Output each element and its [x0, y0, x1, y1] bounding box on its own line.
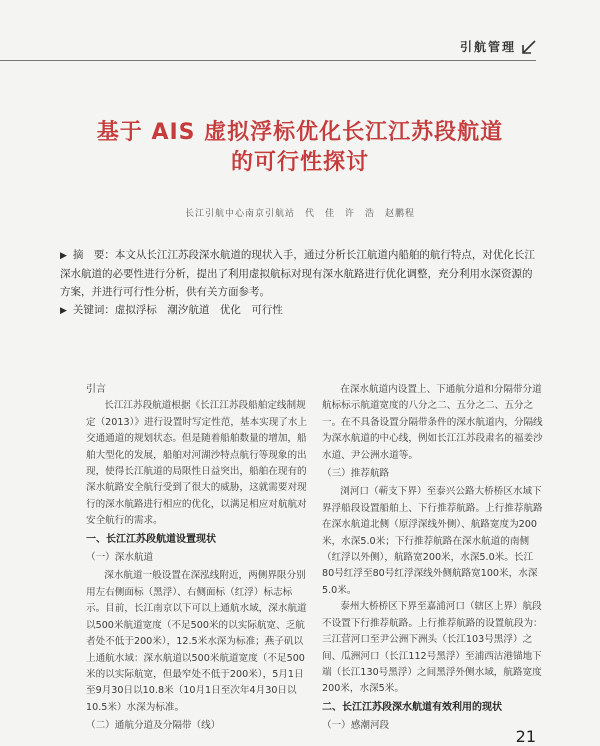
right-paragraph-2: 泰州大桥桥区下界至嘉浦河口（辖区上界）航段不设置下行推荐航路。上行推荐航路的设置航段为：三江营河口至尹公洲下洲头（长江103号黑浮）之间、瓜洲河口（长江112号黑浮）至浦西沽港锚地下端（长江130号黑浮）之间黑浮外侧水域，航路宽度200米，水深5米。 — [322, 601, 543, 695]
subsection-3-heading: （三）推荐航路 — [322, 468, 390, 480]
page-number: 21 — [515, 727, 536, 746]
title-line-1: 基于 AIS 虚拟浮标优化长江江苏段航道 — [96, 120, 504, 145]
keywords-label: 关键词： — [72, 304, 115, 316]
right-paragraph-1: 在深水航道内设置上、下通航分道和分隔带分道航标标示航道宽度的八分之二、五分之二、五分之一。在不具备设置分隔带条件的深水航道内，分隔线为深水航道的中心线，例如长江江苏段肃名的福姜沙水道、尹公洲水道等。 — [322, 384, 543, 461]
abstract-paragraph — [60, 246, 540, 301]
keywords-line — [60, 301, 540, 320]
section-tag-label: 引航管理 — [459, 40, 516, 54]
subsection-4-heading: （一）感潮河段 — [322, 720, 390, 732]
section-2-heading: 二、长江江苏段深水航道有效利用的现状 — [322, 701, 502, 713]
subsection-2-heading: （二）通航分道及分隔带（线） — [86, 720, 221, 732]
abstract-text: 本文从长江江苏段深水航道的现状入手，通过分析长江航道内船舶的航行特点，对优化长江深水航道的必要性进行分析，提出了利用虚拟航标对现有深水航路进行优化调整，充分利用水深资源的方案，并进行可行性分析，供有关方面参考。 — [60, 249, 535, 298]
subsection-1-paragraph: 深水航道一般设置在深泓线附近，两侧界限分别用左右侧面标（黑浮）、右侧面标（红浮）标志标示。目前，长江南京以下可以上通航水域，深水航道以500米航道宽度（不足500米的以实际航宽、乏航者处不低于200米），12.5米水深为标准；燕子矶以上通航水域：深水航道以500米航道宽度（不足500米的以实际航宽，但最窄处不低于200米），5月1日至9月30日以10.8米（10月1日至次年4月30日以10.5米）水深为标准。 — [86, 570, 307, 713]
keywords-text: 虚拟浮标 潮汐航道 优化 可行性 — [114, 304, 283, 316]
abstract-label: 摘 要： — [72, 249, 115, 261]
section-1-heading: 一、长江江苏段航道设置现状 — [86, 533, 216, 545]
title-line-2: 的可行性探讨 — [230, 150, 369, 175]
article-title — [60, 118, 540, 178]
author-byline: 长江引航中心南京引航站 代 佳 许 浩 赵鹏程 — [184, 209, 415, 219]
triangle-bullet-icon: ▶ — [60, 251, 67, 261]
section-tag — [460, 38, 536, 55]
intro-heading: 引言 — [86, 384, 106, 395]
header-rule — [0, 60, 536, 61]
abstract-block — [60, 246, 540, 320]
left-column — [86, 382, 308, 737]
subsection-1-heading: （一）深水航道 — [86, 552, 154, 564]
pen-check-icon — [522, 40, 536, 54]
triangle-bullet-icon: ▶ — [60, 306, 67, 316]
subsection-3-paragraph: 浏河口（蕲支下界）至泰兴公路大桥桥区水域下界浮船段设置船舶上、下行推荐航路。上行推荐航路在深水航道北侧（原浮深线外侧）、航路宽度为200米，水深5.0米；下行推荐航路在深水航道的南侧（红浮以外侧），航路宽200米，水深5.0米。长江80号红浮至80号红浮深线外侧航路宽100米，水深5.0米。 — [322, 486, 543, 596]
intro-paragraph: 长江江苏段航道根据《长江江苏段船舶定线制规定（2013）》进行设置时写定性范，基本实现了水上交通通道的规划状态。但是随着船舶数量的增加，船舶大型化的发展，船舶对河湖沙特点航行等现象的出现，使得长江航道的局限性日益突出，船舶在现有的深水航路安全航行受到了很大的威胁，这就需要对现行的深水航路进行相应的优化，以满足相应对航航对安全航行的需求。 — [86, 400, 308, 527]
right-column — [322, 382, 544, 737]
